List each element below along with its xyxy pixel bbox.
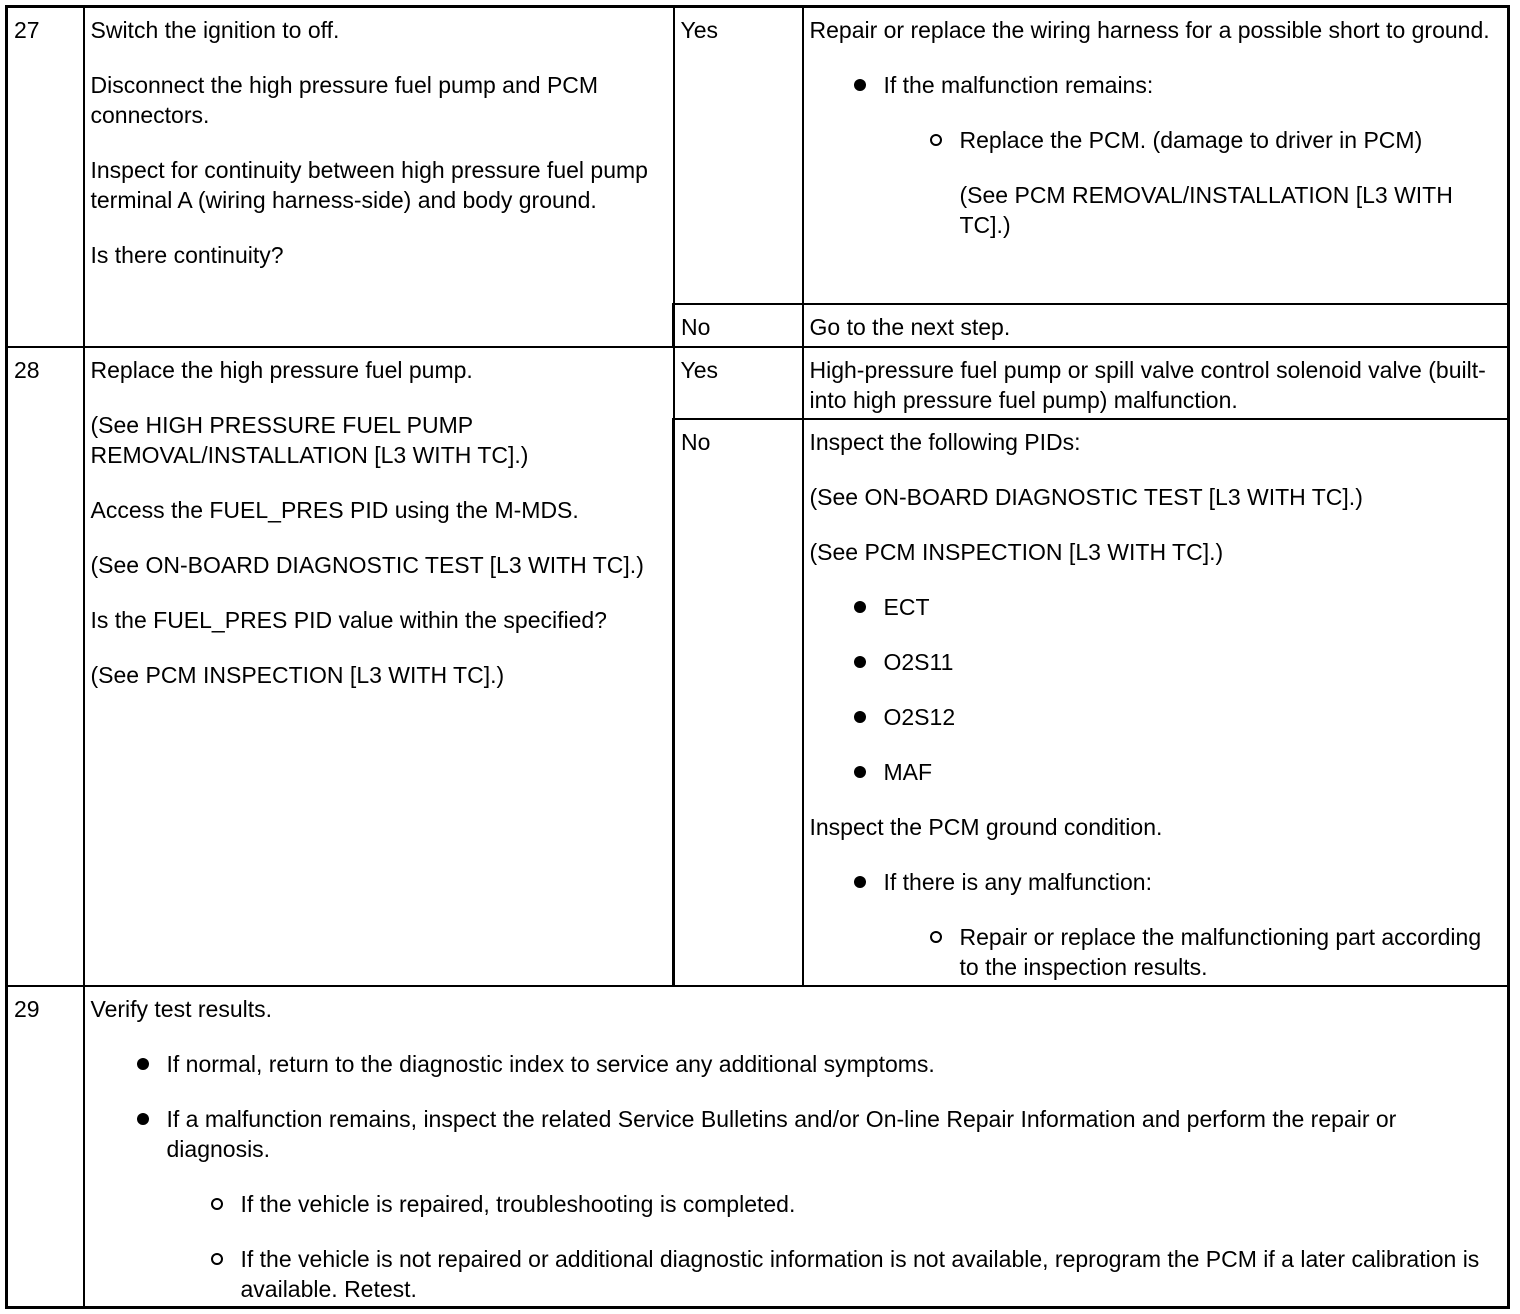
step-28-yes-row [7, 347, 1509, 419]
bullet-circle-icon [211, 1198, 223, 1210]
step-number: 27 [7, 7, 84, 347]
bullet-item [91, 1104, 1502, 1164]
sub-bullet-text: If the vehicle is not repaired or additional diagnostic information is not available, reprogram the PCM if a later calibration is available. Retest. [240, 1245, 1480, 1302]
bullet-text: If the malfunction remains: [883, 72, 1154, 98]
pid-name: MAF [883, 758, 933, 785]
action-text: Inspect for continuity between high pressure fuel pump terminal A (wiring harness-side) and body ground. [90, 157, 648, 213]
bullet-text: If normal, return to the diagnostic index to service any additional symptoms. [166, 1050, 935, 1077]
action-text: Switch the ignition to off. [90, 17, 340, 43]
step-number: 29 [7, 986, 84, 1308]
result-text: Go to the next step. [809, 313, 1011, 340]
bullet-dot-icon [854, 79, 866, 91]
pid-name: O2S11 [883, 648, 954, 675]
pid-name: O2S12 [883, 703, 956, 730]
result-text: Inspect the following PIDs: [809, 428, 1081, 455]
yes-result-cell [803, 7, 1509, 304]
reference-note: (See ON-BOARD DIAGNOSTIC TEST [L3 WITH TC].) [90, 551, 644, 578]
action-text: Replace the high pressure fuel pump. [90, 356, 473, 383]
reference-note: (See HIGH PRESSURE FUEL PUMP REMOVAL/INSTALLATION [L3 WITH TC].) [90, 411, 529, 468]
result-text: Repair or replace the wiring harness for a possible short to ground. [809, 17, 1490, 43]
bullet-item [91, 1049, 1502, 1079]
step-verify-cell [84, 986, 1509, 1308]
action-text: Access the FUEL_PRES PID using the M-MDS. [90, 496, 579, 523]
action-question: Is the FUEL_PRES PID value within the specified? [90, 606, 607, 633]
no-result-cell [803, 304, 1509, 347]
bullet-dot-icon [137, 1058, 149, 1070]
sub-bullet-item [810, 922, 1502, 982]
pid-item [810, 702, 1502, 732]
bullet-dot-icon [854, 766, 866, 778]
bullet-circle-icon [930, 931, 942, 943]
bullet-dot-icon [854, 711, 866, 723]
step-number: 28 [7, 347, 84, 986]
reference-note: (See PCM INSPECTION [L3 WITH TC].) [90, 661, 505, 688]
yes-label: Yes [674, 347, 803, 419]
step-action-cell [84, 347, 674, 986]
sub-bullet-text: Repair or replace the malfunctioning part according to the inspection results. [959, 923, 1482, 980]
sub-bullet-item [810, 125, 1502, 155]
step-action-cell [84, 7, 674, 347]
bullet-item [810, 70, 1502, 100]
bullet-circle-icon [930, 134, 942, 146]
diagnostic-page [5, 5, 1507, 1307]
sub-bullet-item [91, 1189, 1502, 1219]
no-label: No [674, 419, 803, 986]
sub-bullet-text: Replace the PCM. (damage to driver in PCM) [959, 127, 1423, 153]
diagnostic-procedure-table [5, 5, 1510, 1309]
step-27-yes-row [7, 7, 1509, 304]
yes-result-cell [803, 347, 1509, 419]
pid-item [810, 757, 1502, 787]
bullet-text: If a malfunction remains, inspect the related Service Bulletins and/or On-line Repair Information and perform the repair or diagnosis. [166, 1105, 1397, 1162]
bullet-text: If there is any malfunction: [883, 868, 1152, 895]
pid-item [810, 592, 1502, 622]
reference-note: (See PCM REMOVAL/INSTALLATION [L3 WITH TC].) [959, 182, 1453, 238]
pid-name: ECT [883, 593, 930, 620]
bullet-circle-icon [211, 1253, 223, 1265]
pid-item [810, 647, 1502, 677]
bullet-item [810, 867, 1502, 897]
sub-bullet-text: If the vehicle is repaired, troubleshooting is completed. [240, 1190, 796, 1217]
result-text: Verify test results. [90, 995, 273, 1022]
reference-note: (See PCM INSPECTION [L3 WITH TC].) [809, 538, 1224, 565]
bullet-dot-icon [137, 1113, 149, 1125]
result-text: High-pressure fuel pump or spill valve control solenoid valve (built-into high pressure fuel pump) malfunction. [809, 356, 1486, 413]
bullet-dot-icon [854, 876, 866, 888]
no-label: No [674, 304, 803, 347]
reference-note: (See ON-BOARD DIAGNOSTIC TEST [L3 WITH TC].) [809, 483, 1363, 510]
action-question: Is there continuity? [90, 242, 284, 268]
bullet-dot-icon [854, 601, 866, 613]
yes-label: Yes [674, 7, 803, 304]
action-text: Disconnect the high pressure fuel pump and PCM connectors. [90, 72, 599, 128]
result-text: Inspect the PCM ground condition. [809, 813, 1163, 840]
step-29-row [7, 986, 1509, 1308]
sub-bullet-item [91, 1244, 1502, 1304]
bullet-dot-icon [854, 656, 866, 668]
no-result-cell [803, 419, 1509, 986]
